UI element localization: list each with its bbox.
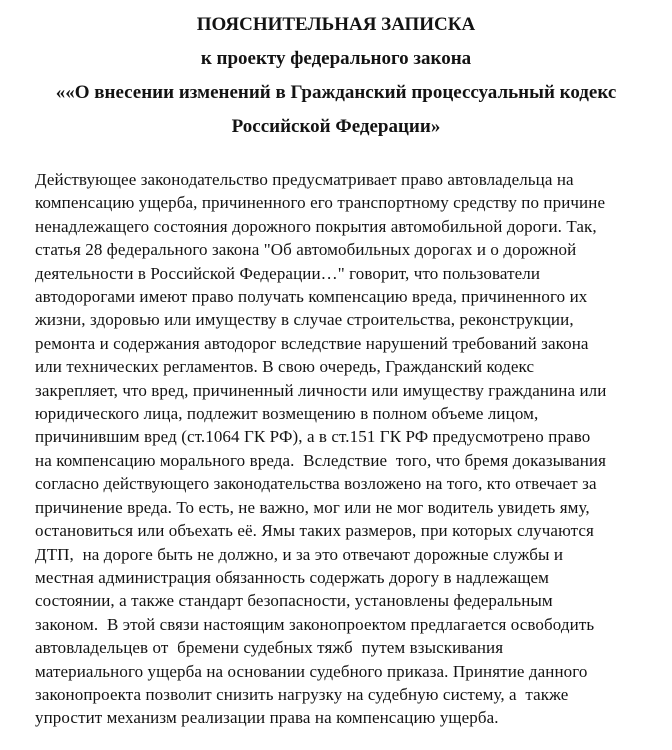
body-line: согласно действующего законодательства возложено на того, кто отвечает за bbox=[35, 474, 597, 494]
body-line: закрепляет, что вред, причиненный личности или имуществу гражданина или bbox=[35, 380, 607, 400]
body-line: Действующее законодательство предусматривает право автовладельца на bbox=[35, 170, 574, 189]
body-line: деятельности в Российской Федерации…" говорит, что пользователи bbox=[35, 263, 541, 283]
document-body bbox=[0, 168, 672, 730]
body-line: причинение вреда. То есть, не важно, мог или не мог водитель увидеть яму, bbox=[35, 497, 590, 517]
body-line: местная администрация обязанность содержать дорогу в надлежащем bbox=[35, 567, 550, 587]
body-line: упростит механизм реализации права на компенсацию ущерба. bbox=[35, 708, 499, 728]
body-line: ненадлежащего состояния дорожного покрытия автомобильной дороги. Так, bbox=[35, 216, 597, 236]
body-line: автовладельцев от бремени судебных тяжб путем взыскивания bbox=[35, 638, 504, 658]
body-line: состоянии, а также стандарт безопасности, установлены федеральным bbox=[35, 591, 553, 611]
body-line: статья 28 федерального закона "Об автомобильных дорогах и о дорожной bbox=[35, 240, 577, 260]
document-heading bbox=[0, 0, 672, 144]
body-line: материального ущерба на основании судебного приказа. Принятие данного bbox=[35, 661, 588, 681]
body-line: автодорогами имеют право получать компенсацию вреда, причиненного их bbox=[35, 287, 588, 307]
body-line: причинившим вред (ст.1064 ГК РФ), а в ст.151 ГК РФ предусмотрено право bbox=[35, 427, 591, 447]
body-line: законом. В этой связи настоящим законопроектом предлагается освободить bbox=[35, 614, 595, 634]
heading-law-name-continued: Российской Федерации» bbox=[231, 116, 441, 137]
body-line: жизни, здоровью или имуществу в случае строительства, реконструкции, bbox=[35, 310, 574, 330]
body-line: ДТП, на дороге быть не должно, и за это отвечают дорожные службы и bbox=[35, 544, 564, 564]
heading-title: ПОЯСНИТЕЛЬНАЯ ЗАПИСКА bbox=[196, 14, 476, 35]
body-line: законопроекта позволит снизить нагрузку на судебную систему, а также bbox=[35, 684, 569, 704]
body-line: ремонта и содержания автодорог вследствие нарушений требований закона bbox=[35, 333, 589, 353]
heading-subtitle: к проекту федерального закона bbox=[200, 48, 472, 69]
body-line: остановиться или объехать её. Ямы таких размеров, при которых случаются bbox=[35, 521, 594, 541]
heading-law-name: ««О внесении изменений в Гражданский процессуальный кодекс bbox=[55, 82, 617, 103]
body-line: компенсацию ущерба, причиненного его транспортному средству по причине bbox=[35, 193, 606, 213]
body-line: на компенсацию морального вреда. Вследствие того, что бремя доказывания bbox=[35, 450, 607, 470]
body-line: юридического лица, подлежит возмещению в полном объеме лицом, bbox=[35, 404, 539, 424]
body-line: или технических регламентов. В свою очередь, Гражданский кодекс bbox=[35, 357, 535, 377]
